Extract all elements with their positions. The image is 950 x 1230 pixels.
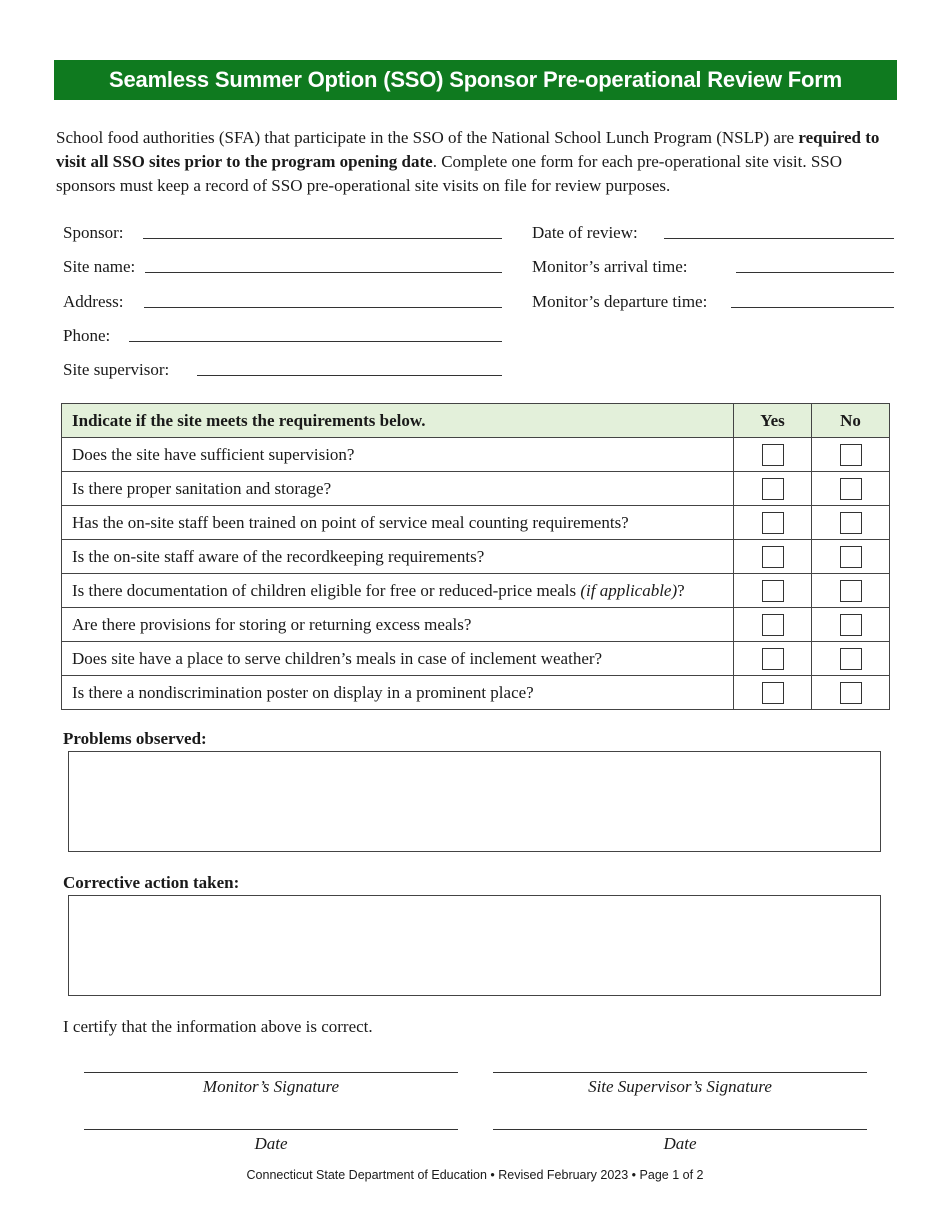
sponsor-label: Sponsor: bbox=[63, 223, 124, 242]
table-header-label: Indicate if the site meets the requirements below. bbox=[62, 404, 734, 438]
arrival-time-line[interactable] bbox=[736, 271, 895, 273]
no-checkbox[interactable] bbox=[840, 648, 862, 670]
arrival-time-field[interactable] bbox=[532, 257, 894, 277]
sponsor-field[interactable] bbox=[63, 223, 502, 243]
corrective-action-label: Corrective action taken: bbox=[63, 873, 240, 892]
yes-checkbox[interactable] bbox=[762, 580, 784, 602]
departure-time-label: Monitor’s departure time: bbox=[532, 292, 708, 311]
yes-cell bbox=[734, 676, 812, 710]
date-of-review-line[interactable] bbox=[664, 237, 894, 239]
table-row bbox=[62, 438, 890, 472]
monitor-signature-label: Monitor’s Signature bbox=[202, 1077, 340, 1096]
phone-field[interactable] bbox=[63, 326, 502, 346]
monitor-signature-line[interactable] bbox=[84, 1072, 458, 1097]
yes-cell bbox=[734, 506, 812, 540]
no-cell bbox=[812, 608, 890, 642]
address-field[interactable] bbox=[63, 292, 502, 312]
no-checkbox[interactable] bbox=[840, 444, 862, 466]
phone-line[interactable] bbox=[129, 340, 502, 342]
requirements-table bbox=[61, 403, 890, 710]
requirement-text: Is there proper sanitation and storage? bbox=[62, 472, 734, 506]
yes-checkbox[interactable] bbox=[762, 478, 784, 500]
monitor-date-line[interactable] bbox=[84, 1129, 458, 1154]
no-checkbox[interactable] bbox=[840, 614, 862, 636]
requirement-text: Is the on-site staff aware of the recordkeeping requirements? bbox=[62, 540, 734, 574]
requirement-text: Is there a nondiscrimination poster on display in a prominent place? bbox=[62, 676, 734, 710]
table-row bbox=[62, 608, 890, 642]
page-footer: Connecticut State Department of Education • Revised February 2023 • Page 1 of 2 bbox=[246, 1168, 704, 1182]
certify-statement: I certify that the information above is correct. bbox=[63, 1017, 373, 1036]
site-supervisor-label: Site supervisor: bbox=[63, 360, 170, 379]
form-title: Seamless Summer Option (SSO) Sponsor Pre-operational Review Form bbox=[54, 60, 897, 100]
yes-cell bbox=[734, 574, 812, 608]
problems-observed-label: Problems observed: bbox=[63, 729, 207, 748]
intro-bold-text: required to visit all SSO sites prior to the program opening date bbox=[56, 128, 880, 171]
yes-checkbox[interactable] bbox=[762, 614, 784, 636]
site-name-field[interactable] bbox=[63, 257, 502, 277]
requirement-text: Does site have a place to serve children’s meals in case of inclement weather? bbox=[62, 642, 734, 676]
yes-cell bbox=[734, 438, 812, 472]
requirement-text-end: ? bbox=[677, 580, 685, 600]
departure-time-line[interactable] bbox=[731, 306, 894, 308]
table-row bbox=[62, 472, 890, 506]
supervisor-date-line[interactable] bbox=[493, 1129, 867, 1154]
date-of-review-field[interactable] bbox=[532, 223, 894, 243]
site-name-line[interactable] bbox=[145, 271, 502, 273]
date-of-review-label: Date of review: bbox=[532, 223, 638, 242]
no-cell bbox=[812, 472, 890, 506]
departure-time-field[interactable] bbox=[532, 292, 894, 312]
no-cell bbox=[812, 574, 890, 608]
no-checkbox[interactable] bbox=[840, 512, 862, 534]
table-header-row bbox=[62, 404, 890, 438]
no-checkbox[interactable] bbox=[840, 478, 862, 500]
requirement-text-main: Is there documentation of children eligible for free or reduced-price meals bbox=[72, 580, 581, 600]
requirement-text bbox=[62, 574, 734, 608]
problems-observed-textbox[interactable] bbox=[68, 751, 881, 852]
requirement-text: Does the site have sufficient supervision? bbox=[62, 438, 734, 472]
yes-checkbox[interactable] bbox=[762, 682, 784, 704]
no-checkbox[interactable] bbox=[840, 580, 862, 602]
table-row bbox=[62, 642, 890, 676]
no-cell bbox=[812, 676, 890, 710]
no-cell bbox=[812, 438, 890, 472]
yes-cell bbox=[734, 608, 812, 642]
address-label: Address: bbox=[63, 292, 124, 311]
corrective-action-textbox[interactable] bbox=[68, 895, 881, 996]
yes-checkbox[interactable] bbox=[762, 648, 784, 670]
yes-cell bbox=[734, 642, 812, 676]
table-row bbox=[62, 506, 890, 540]
intro-text-2: . Complete one form for each pre-operational site visit. SSO sponsors must keep a record of SSO pre-operational site visits on file for review purposes. bbox=[56, 152, 843, 195]
yes-column-header: Yes bbox=[734, 404, 812, 438]
monitor-date-label: Date bbox=[254, 1134, 288, 1153]
site-supervisor-line[interactable] bbox=[197, 374, 502, 376]
no-column-header: No bbox=[812, 404, 890, 438]
site-name-label: Site name: bbox=[63, 257, 136, 276]
supervisor-signature-label: Site Supervisor’s Signature bbox=[588, 1077, 772, 1096]
if-applicable-note: (if applicable) bbox=[580, 580, 678, 600]
intro-paragraph bbox=[56, 126, 896, 198]
yes-cell bbox=[734, 472, 812, 506]
requirement-text: Are there provisions for storing or returning excess meals? bbox=[62, 608, 734, 642]
address-line[interactable] bbox=[144, 306, 502, 308]
table-row bbox=[62, 540, 890, 574]
phone-label: Phone: bbox=[63, 326, 111, 345]
yes-cell bbox=[734, 540, 812, 574]
supervisor-date-label: Date bbox=[663, 1134, 697, 1153]
table-row bbox=[62, 676, 890, 710]
yes-checkbox[interactable] bbox=[762, 444, 784, 466]
no-checkbox[interactable] bbox=[840, 682, 862, 704]
no-checkbox[interactable] bbox=[840, 546, 862, 568]
arrival-time-label: Monitor’s arrival time: bbox=[532, 257, 688, 276]
supervisor-signature-line[interactable] bbox=[493, 1072, 867, 1097]
no-cell bbox=[812, 540, 890, 574]
intro-text-1: School food authorities (SFA) that participate in the SSO of the National School Lunch Program (NSLP) are bbox=[56, 128, 799, 147]
no-cell bbox=[812, 506, 890, 540]
yes-checkbox[interactable] bbox=[762, 546, 784, 568]
no-cell bbox=[812, 642, 890, 676]
yes-checkbox[interactable] bbox=[762, 512, 784, 534]
requirement-text: Has the on-site staff been trained on point of service meal counting requirements? bbox=[62, 506, 734, 540]
table-row bbox=[62, 574, 890, 608]
site-supervisor-field[interactable] bbox=[63, 360, 502, 380]
sponsor-line[interactable] bbox=[143, 237, 502, 239]
